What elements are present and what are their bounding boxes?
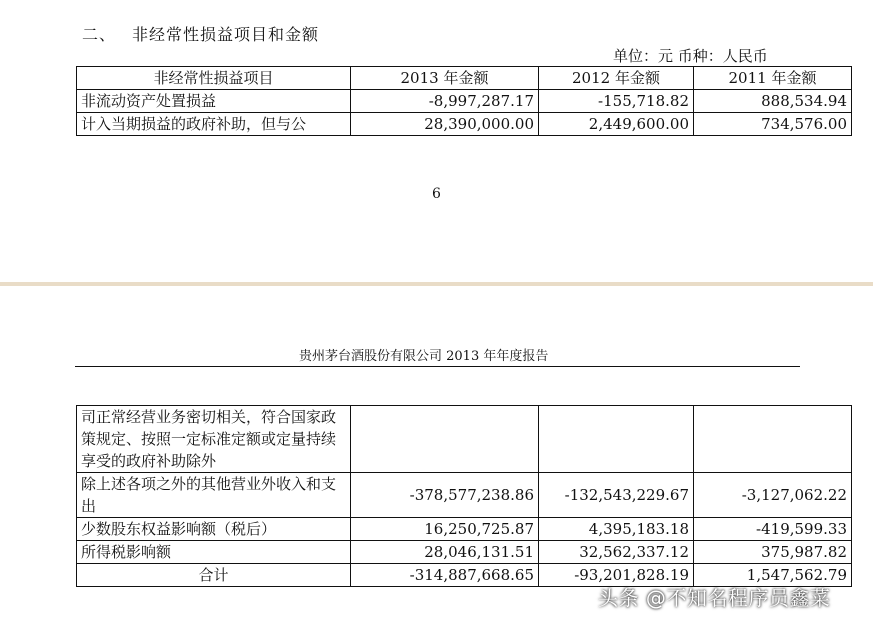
- value-2012: 32,562,337.12: [539, 541, 694, 564]
- row-label: 所得税影响额: [77, 541, 351, 564]
- value-2012: -155,718.82: [539, 90, 694, 113]
- value-2011: [694, 406, 852, 473]
- value-2012: 4,395,183.18: [539, 518, 694, 541]
- value-2011: 375,987.82: [694, 541, 852, 564]
- value-2011: 888,534.94: [694, 90, 852, 113]
- header-2011: 2011 年金额: [694, 67, 852, 90]
- table-row: [77, 518, 852, 541]
- row-label: 非流动资产处置损益: [77, 90, 351, 113]
- total-label: 合计: [77, 564, 351, 587]
- total-2012: -93,201,828.19: [539, 564, 694, 587]
- section-heading: 非经常性损益项目和金额: [132, 25, 320, 44]
- total-2013: -314,887,668.65: [351, 564, 539, 587]
- value-2013: 28,046,131.51: [351, 541, 539, 564]
- table-header-row: [77, 67, 852, 90]
- value-2013: [351, 406, 539, 473]
- table-row: [77, 541, 852, 564]
- row-label: 司正常经营业务密切相关，符合国家政策规定、按照一定标准定额或定量持续享受的政府补助除外: [77, 406, 351, 473]
- value-2011: -3,127,062.22: [694, 473, 852, 518]
- value-2011: 734,576.00: [694, 113, 852, 136]
- non-recurring-items-table-continued: [76, 405, 852, 587]
- header-2012: 2012 年金额: [539, 67, 694, 90]
- value-2013: -8,997,287.17: [351, 90, 539, 113]
- table-row: [77, 406, 852, 473]
- total-2011: 1,547,562.79: [694, 564, 852, 587]
- row-label: 少数股东权益影响额（税后）: [77, 518, 351, 541]
- non-recurring-items-table-top: [76, 66, 852, 136]
- report-header: 贵州茅台酒股份有限公司 2013 年年度报告: [299, 349, 549, 364]
- header-2013: 2013 年金额: [351, 67, 539, 90]
- page-number: 6: [432, 186, 441, 202]
- value-2012: -132,543,229.67: [539, 473, 694, 518]
- value-2012: 2,449,600.00: [539, 113, 694, 136]
- page-divider: [0, 282, 873, 286]
- table-row: [77, 113, 852, 136]
- section-title: [82, 22, 319, 45]
- value-2013: 16,250,725.87: [351, 518, 539, 541]
- table-row: [77, 90, 852, 113]
- header-item: 非经常性损益项目: [77, 67, 351, 90]
- unit-currency-line: 单位：元 币种：人民币: [613, 47, 768, 65]
- watermark: 头条 @不知名程序员鑫菜: [598, 586, 831, 610]
- value-2012: [539, 406, 694, 473]
- table-row: [77, 473, 852, 518]
- row-label: 除上述各项之外的其他营业外收入和支出: [77, 473, 351, 518]
- section-number: 二、: [82, 25, 117, 44]
- value-2013: -378,577,238.86: [351, 473, 539, 518]
- row-label: 计入当期损益的政府补助，但与公: [77, 113, 351, 136]
- value-2011: -419,599.33: [694, 518, 852, 541]
- header-rule: [75, 366, 800, 367]
- value-2013: 28,390,000.00: [351, 113, 539, 136]
